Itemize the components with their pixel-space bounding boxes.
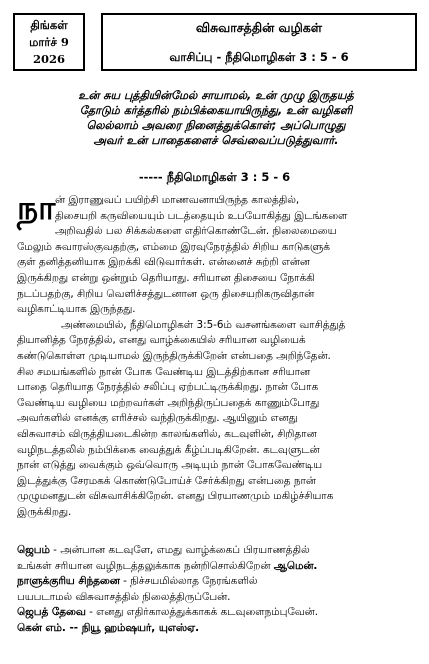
prayer-line xyxy=(17,559,413,575)
paragraph-2 xyxy=(17,318,413,521)
verse-line: உன் சுய புத்தியின்மேல் சாயாமல், உன் முழு இருதயத் xyxy=(78,89,354,102)
text-line: அவர்களில் எனக்கு எரிச்சல் வந்திருக்கிறது. ஆயினும் எனது xyxy=(17,412,298,425)
verse-line: தோடும் கர்த்தரில் நம்பிக்கையாயிருந்து, உன் வழிகளி xyxy=(79,104,353,117)
key-verse xyxy=(16,88,416,148)
thought-line xyxy=(17,574,413,590)
date-box xyxy=(13,13,85,71)
text-line: நடப்பதற்கு, சிறிய வெளிச்சத்துடனான ஒரு திசையறிகருவிதான் xyxy=(17,287,315,300)
title-box xyxy=(101,13,417,71)
text-line: திசையறி கருவியையும் படத்தையும் உபயோகித்து இடங்களை xyxy=(55,209,348,222)
prayer-text: உங்கள் சரியான வழிநடத்தலுக்காக நன்றிசொல்கிறேன் xyxy=(17,559,274,572)
text-line: இருக்கிறது என்று ஒன்றும் தெரியாது. சரியான திசையை நோக்கி xyxy=(17,271,315,284)
text-line: நான் எடுத்து வைக்கும் ஒவ்வொரு அடியும் நான் போகவேண்டிய xyxy=(17,459,323,472)
drop-cap: நா xyxy=(17,188,56,227)
text-line: இருக்கிறது. xyxy=(17,505,72,518)
reading-reference: வாசிப்பு - நீதிமொழிகள் 3 : 5 - 6 xyxy=(169,50,349,64)
prayer-need-label: ஜெபத் தேவை xyxy=(17,606,86,619)
text-line: ன் இராணுவப் பயிற்சி மாணவனாயிருந்த காலத்தில், xyxy=(55,194,300,206)
prayer-line xyxy=(17,543,413,559)
text-line: இடத்துக்கு சேரமகக் கொண்டுபோய்ச் சேர்க்கிறது என்பதை நான் xyxy=(17,474,316,487)
devotional-body xyxy=(17,188,413,520)
date-year: 2026 xyxy=(32,52,65,66)
text-line: சில சமயங்களில் நான் போக வேண்டிய இடத்திற்கான சரியான xyxy=(17,365,311,378)
text-line: விசுவாசம் விருத்தியடைகின்ற காலங்களில், கடவுளின், சிறிதான xyxy=(17,427,317,440)
date-day: திங்கள் xyxy=(30,18,68,32)
prayer-text: - அன்பான கடவுளே, எமது வாழ்க்கைப் பிரயாணத்தில் xyxy=(49,544,310,556)
text-line: மேலும் சுவாரஸ்குவதற்கு, எம்மை இரவுநேரத்தில் சிறிய காடுகளுக் xyxy=(17,240,330,253)
thought-label: நாளுக்குரிய சிந்தனை xyxy=(17,575,120,588)
verse-line: லெல்லாம் அவரை நினைத்துக்கொள்; அப்பொழுது xyxy=(86,119,346,132)
prayer-label: ஜெபம் xyxy=(17,544,50,556)
author-line: கென் எம். -- நியூ ஹம்ஷயர், யுஎஸ்ஏ. xyxy=(17,621,200,634)
text-line: முழுமனதுடன் விசுவாசிக்கிறேன். எனது பிரயாணமும் மகிழ்ச்சியாக xyxy=(17,490,334,503)
verse-reference: ----- நீதிமொழிகள் 3 : 5 - 6 xyxy=(138,170,291,184)
paragraph-1 xyxy=(17,188,413,318)
devotional-footer xyxy=(17,543,413,637)
text-line: குள் தனித்தனியாக இறக்கி விடுவார்கள். என்னைச் சுற்றி என்ன xyxy=(17,256,310,269)
prayer-need-line xyxy=(17,605,413,621)
text-line: பாதை தெரியாத நேரத்தில் சலிப்பு ஏற்பட்டிருக்கிறது. நான் போக xyxy=(17,381,319,394)
date-month-day: மார்ச் 9 xyxy=(29,35,69,49)
text-line: வழிநடத்தலில் நம்பிக்கை வைத்துக் கீழ்ப்படிகிறேன். கடவுளுடன் xyxy=(17,443,320,456)
text-line: கண்டுகொள்ள முடியாமல் இருந்திருக்கிறேன் என்பதை அறிந்தேன். xyxy=(17,349,331,362)
thought-text: - நிச்சயமில்லாத நேரங்களில் xyxy=(119,575,258,588)
prayer-need-text: - எனது எதிர்காலத்துக்காகக் கடவுளைநம்புவேன். xyxy=(85,606,319,619)
page-title: விசுவாசத்தின் வழிகள் xyxy=(195,20,323,35)
thought-line: பயபடாமல் விசுவாசத்தில் நிலைத்திருப்பேன். xyxy=(17,590,231,603)
verse-line: அவர் உன் பாதைகளைச் செவ்வைப்படுத்துவார். xyxy=(93,134,339,147)
text-line: வழிகாட்டியாக இருந்தது. xyxy=(17,303,136,316)
text-line: வேண்டிய வழியை மற்றவர்கள் அறிந்திருப்பதைக் காணும்போது xyxy=(17,396,320,409)
text-line: அறிவதில் பல சிக்கல்களை எதிர்கொண்டேன். நிலைமையை xyxy=(55,225,337,238)
amen-text: ஆமென். xyxy=(273,559,318,572)
text-line: அண்மையில், நீதிமொழிகள் 3:5-6ம் வசனங்களை வாசித்துத் xyxy=(61,318,346,331)
text-line: தியானித்த நேரத்தில், எனது வாழ்க்கையில் சரியான வழியைக் xyxy=(17,334,306,347)
